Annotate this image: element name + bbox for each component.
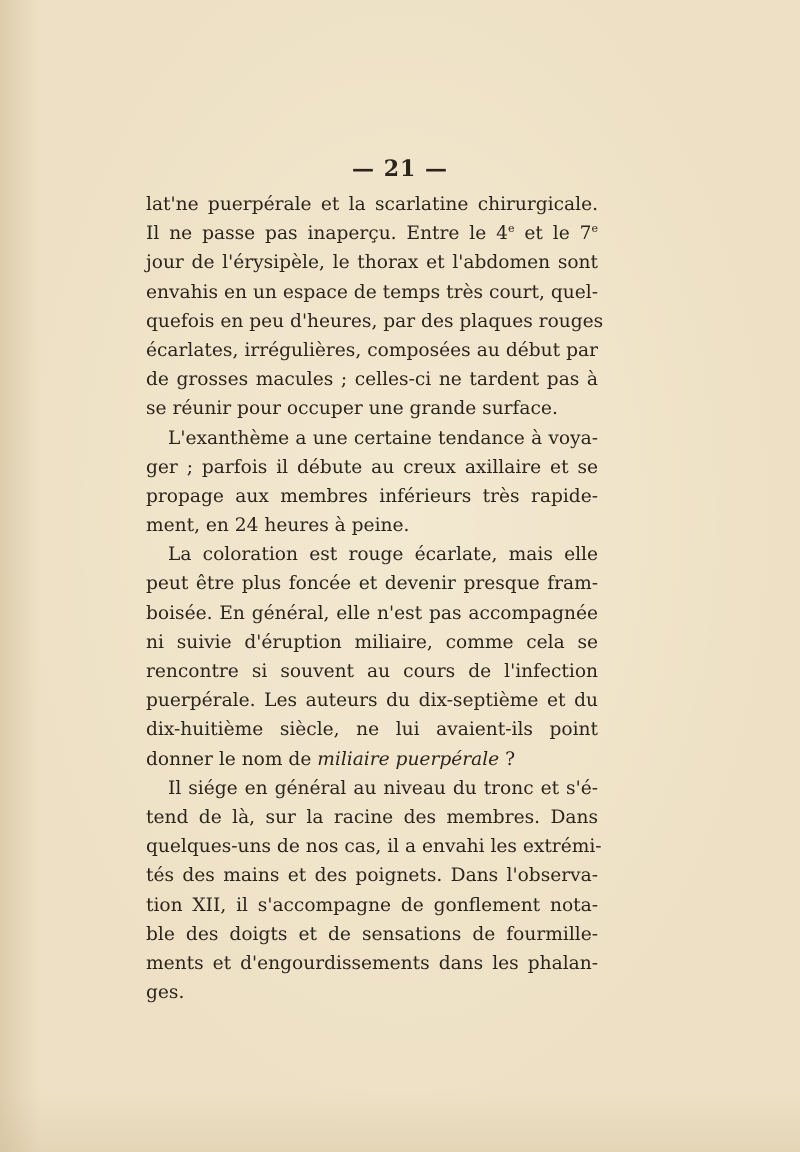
text-line: puerpérale. Les auteurs du dix-septième et du — [146, 690, 598, 712]
text-line: lat'ne puerpérale et la scarlatine chirurgicale. — [146, 194, 598, 215]
page-number: — 21 — — [352, 156, 448, 182]
text-line: envahis en un espace de temps très court, quel- — [146, 281, 598, 303]
text-line: ges. — [146, 982, 185, 1004]
text-line: quelques-uns de nos cas, il a envahi les extrémi- — [146, 836, 602, 858]
text-line: écarlates, irrégulières, composées au début par — [146, 339, 598, 361]
text-line: ger ; parfois il débute au creux axillaire et se — [146, 456, 598, 478]
italic-term: miliaire puerpérale — [317, 748, 500, 770]
paragraph-start-line: Il siége en général au niveau du tronc et s'é- — [168, 777, 598, 799]
text-line: tend de là, sur la racine des membres. Dans — [146, 806, 598, 828]
text-line: dix-huitième siècle, ne lui avaient-ils point — [146, 719, 598, 741]
text-line: jour de l'érysipèle, le thorax et l'abdomen sont — [146, 252, 598, 274]
body-text — [146, 190, 604, 1007]
text-line: tion XII, il s'accompagne de gonflement nota- — [146, 894, 598, 916]
text-line: tés des mains et des poignets. Dans l'observa- — [146, 865, 598, 887]
text-line: quefois en peu d'heures, par des plaques rouges — [146, 310, 604, 332]
text-line: ment, en 24 heures à peine. — [146, 515, 410, 537]
text-line: rencontre si souvent au cours de l'infection — [146, 661, 598, 682]
text-line: se réunir pour occuper une grande surface. — [146, 398, 558, 420]
text-line: ni suivie d'éruption miliaire, comme cela se — [146, 631, 598, 653]
text-line: boisée. En général, elle n'est pas accompagnée — [146, 602, 598, 624]
paragraph-start-line: La coloration est rouge écarlate, mais elle — [168, 544, 598, 566]
text-line: de grosses macules ; celles-ci ne tardent pas à — [146, 369, 598, 391]
text-line: donner le nom de miliaire puerpérale ? — [146, 748, 516, 770]
text-line: peut être plus foncée et devenir presque fram- — [146, 573, 598, 595]
text-line: Il ne passe pas inaperçu. Entre le 4e et le 7e — [146, 222, 598, 245]
text-line: propage aux membres inférieurs très rapide- — [146, 485, 598, 507]
text-line: ble des doigts et de sensations de fourmille- — [146, 923, 598, 945]
paragraph-start-line: L'exanthème a une certaine tendance à voya- — [168, 427, 598, 449]
text-line: ments et d'engourdissements dans les phalan- — [146, 952, 598, 974]
